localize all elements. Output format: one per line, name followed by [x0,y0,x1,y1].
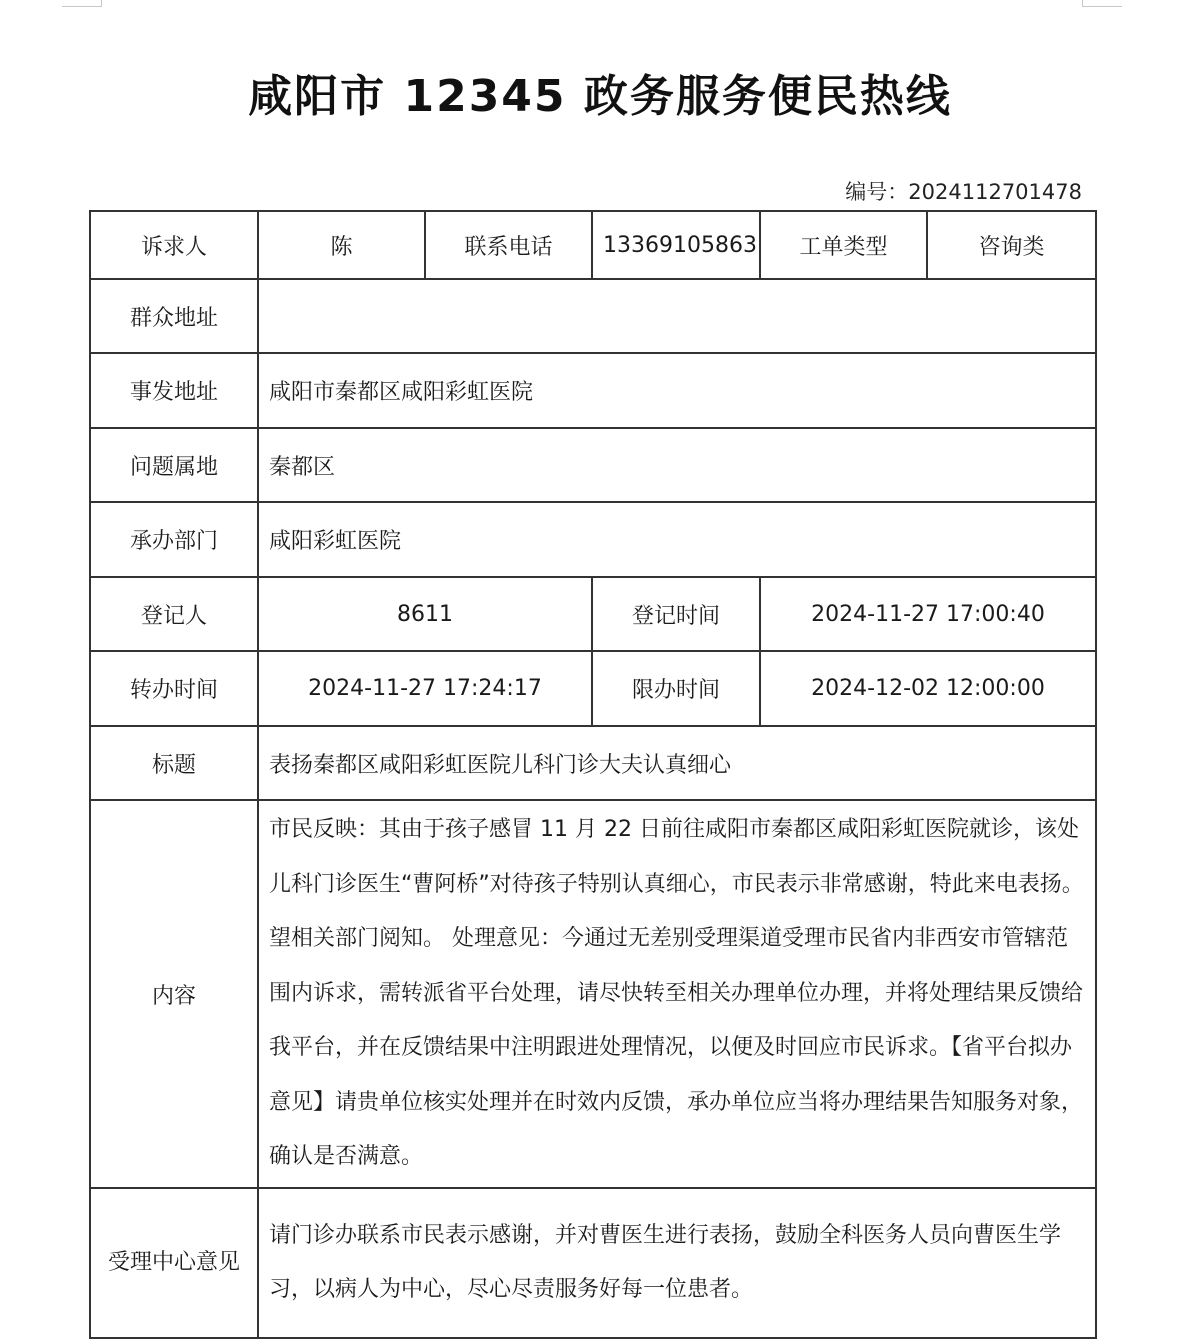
phone-label: 联系电话 [425,211,592,279]
content-value: 市民反映：其由于孩子感冒 11 月 22 日前往咸阳市秦都区咸阳彩虹医院就诊，该处儿科门诊医生“曹阿桥”对待孩子特别认真细心，市民表示非常感谢，特此来电表扬。 望相关部门阅知。 处理意见：今通过无差别受理渠道受理市民省内非西安市管辖范围内诉求，需转派省平台处理，请尽快转至相关办理单位办理，并将处理结果反馈给我平台，并在反馈结果中注明跟进处理情况，以便及时回应市民诉求。【省平台拟办意见】请贵单位核实处理并在时效内反馈，承办单位应当将办理结果告知服务对象，确认是否满意。 [258,800,1096,1188]
row-residence-address [90,279,1096,353]
row-transfer [90,651,1096,726]
crop-mark-top-left-vertical [101,0,102,7]
order-type-label: 工单类型 [760,211,927,279]
residence-address-value [258,279,1096,353]
crop-mark-top-right [1082,6,1122,7]
subject-label: 标题 [90,726,258,800]
department-value: 咸阳彩虹医院 [258,502,1096,577]
registrar-label: 登记人 [90,577,258,651]
incident-address-value: 咸阳市秦都区咸阳彩虹医院 [258,353,1096,428]
jurisdiction-value: 秦都区 [258,428,1096,502]
department-label: 承办部门 [90,502,258,577]
registrar-value: 8611 [258,577,592,651]
serial-number: 编号：2024112701478 [845,180,1082,204]
transfer-time-value: 2024-11-27 17:24:17 [258,651,592,726]
deadline-value: 2024-12-02 12:00:00 [760,651,1096,726]
center-opinion-label: 受理中心意见 [90,1188,258,1338]
row-incident-address [90,353,1096,428]
registration-time-value: 2024-11-27 17:00:40 [760,577,1096,651]
subject-value: 表扬秦都区咸阳彩虹医院儿科门诊大夫认真细心 [258,726,1096,800]
row-petitioner [90,211,1096,279]
residence-address-label: 群众地址 [90,279,258,353]
incident-address-label: 事发地址 [90,353,258,428]
row-subject [90,726,1096,800]
row-content [90,800,1096,1188]
center-opinion-value: 请门诊办联系市民表示感谢，并对曹医生进行表扬，鼓励全科医务人员向曹医生学习，以病人为中心，尽心尽责服务好每一位患者。 [258,1188,1096,1338]
petitioner-label: 诉求人 [90,211,258,279]
jurisdiction-label: 问题属地 [90,428,258,502]
crop-mark-top-right-vertical [1082,0,1083,7]
crop-mark-top-left [62,6,102,7]
registration-time-label: 登记时间 [592,577,760,651]
order-type-value: 咨询类 [927,211,1096,279]
row-center-opinion [90,1188,1096,1338]
deadline-label: 限办时间 [592,651,760,726]
document-title: 咸阳市 12345 政务服务便民热线 [248,71,952,122]
row-registrar [90,577,1096,651]
transfer-time-label: 转办时间 [90,651,258,726]
row-jurisdiction [90,428,1096,502]
row-department [90,502,1096,577]
content-label: 内容 [90,800,258,1188]
work-order-form [89,210,1097,1339]
phone-value: 13369105863 [592,211,760,279]
petitioner-value: 陈 [258,211,425,279]
